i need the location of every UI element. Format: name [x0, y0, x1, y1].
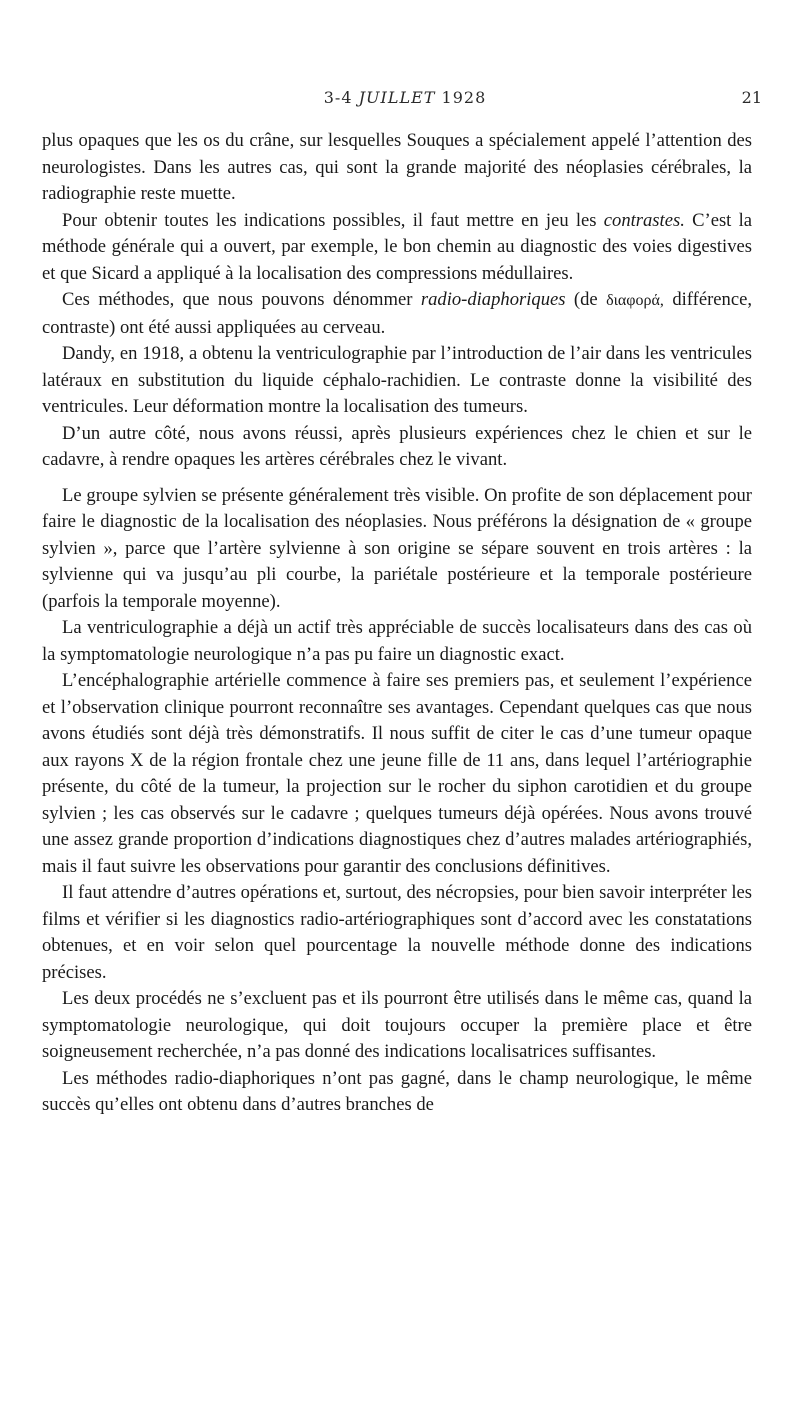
page-header: [40, 88, 770, 118]
running-head-date: [40, 88, 770, 107]
paragraph-8: L’encéphalographie artérielle commence à faire ses premiers pas, et seulement l’expérience et l’observation clinique pourront reconnaître ses avantages. Cependant quelques cas que nous avons étudiés sont déjà très démonstratifs. Il nous suffit de citer le cas d’une tumeur opaque aux rayons X de la région frontale chez une jeune fille de 11 ans, dans lequel l’artériographie présente, du côté de la tumeur, la projection sur le rocher du siphon carotidien et du groupe sylvien ; les cas observés sur le cadavre ; quelques tumeurs déjà opérées. Nous avons trouvé une assez grande proportion d’indications diagnostiques chez d’autres malades artériographiés, mais il faut suivre les observations pour garantir des conclusions définitives.: [42, 670, 752, 877]
paragraph-2-text-a: Pour obtenir toutes les indications possibles, il faut mettre en jeu les: [62, 209, 604, 231]
paragraph-3-text-a: Ces méthodes, que nous pouvons dénommer: [62, 289, 421, 310]
paragraph-5: D’un autre côté, nous avons réussi, après plusieurs expériences chez le chien et sur le cadavre, à rendre opaques les artères cérébrales chez le vivant.: [42, 422, 752, 470]
paragraph-2-emphasis: contrastes.: [603, 209, 685, 231]
page-number: 21: [741, 88, 762, 107]
date-prefix: 3-4: [323, 88, 359, 107]
paragraph-6: Le groupe sylvien se présente généralement très visible. On profite de son déplacement pour faire le diagnostic de la localisation des néoplasies. Nous préférons la désignation de « groupe sylvien », parce que l’artère sylvienne à son origine se sépare souvent en trois artères : la sylvienne qui va jusqu’au pli courbe, la pariétale postérieure et la temporale postérieure (parfois la temporale moyenne).: [42, 484, 752, 612]
paragraph-2-text-b: C’est la méthode générale qui a ouvert, par exemple, le bon chemin au diagnostic des voies digestives et que Sicard a appliqué à la localisation des compressions médullaires.: [42, 209, 752, 284]
paragraph-3-greek-word: διαφορά,: [606, 292, 664, 309]
article-body: [42, 128, 752, 1119]
date-month: JUILLET: [358, 88, 436, 107]
paragraph-3-text-c: différence, contraste) ont été aussi appliquées au cerveau.: [42, 289, 752, 338]
date-year: 1928: [435, 88, 487, 107]
paragraph-1: plus opaques que les os du crâne, sur lesquelles Souques a spécialement appelé l’attention des neurologistes. Dans les autres cas, qui sont la grande majorité des néoplasies cérébrales, la radiographie reste muette.: [42, 130, 752, 204]
paragraph-3: [42, 287, 752, 341]
paragraph-3-text-b: (de: [565, 289, 607, 310]
paragraph-11: Les méthodes radio-diaphoriques n’ont pas gagné, dans le champ neurologique, le même succès qu’elles ont obtenu dans d’autres branches de: [42, 1067, 752, 1115]
paragraph-4: Dandy, en 1918, a obtenu la ventriculographie par l’introduction de l’air dans les ventricules latéraux en substitution du liquide céphalo-rachidien. Le contraste donne la visibilité des ventricules. Leur déformation montre la localisation des tumeurs.: [42, 343, 752, 417]
paragraph-2: [42, 208, 752, 288]
paragraph-10: Les deux procédés ne s’excluent pas et ils pourront être utilisés dans le même cas, quand la symptomatologie neurologique, qui doit toujours occuper la première place et être soigneusement recherchée, n’a pas donné des indications localisatrices suffisantes.: [42, 988, 752, 1062]
paragraph-3-emphasis: radio-diaphoriques: [420, 289, 566, 310]
paragraph-7: La ventriculographie a déjà un actif très appréciable de succès localisateurs dans des cas où la symptomatologie neurologique n’a pas pu faire un diagnostic exact.: [42, 617, 752, 665]
paragraph-9: Il faut attendre d’autres opérations et, surtout, des nécropsies, pour bien savoir interpréter les films et vérifier si les diagnostics radio-artériographiques sont d’accord avec les constatations obtenues, et en voir selon quel pourcentage la nouvelle méthode donne des indications précises.: [42, 882, 752, 983]
